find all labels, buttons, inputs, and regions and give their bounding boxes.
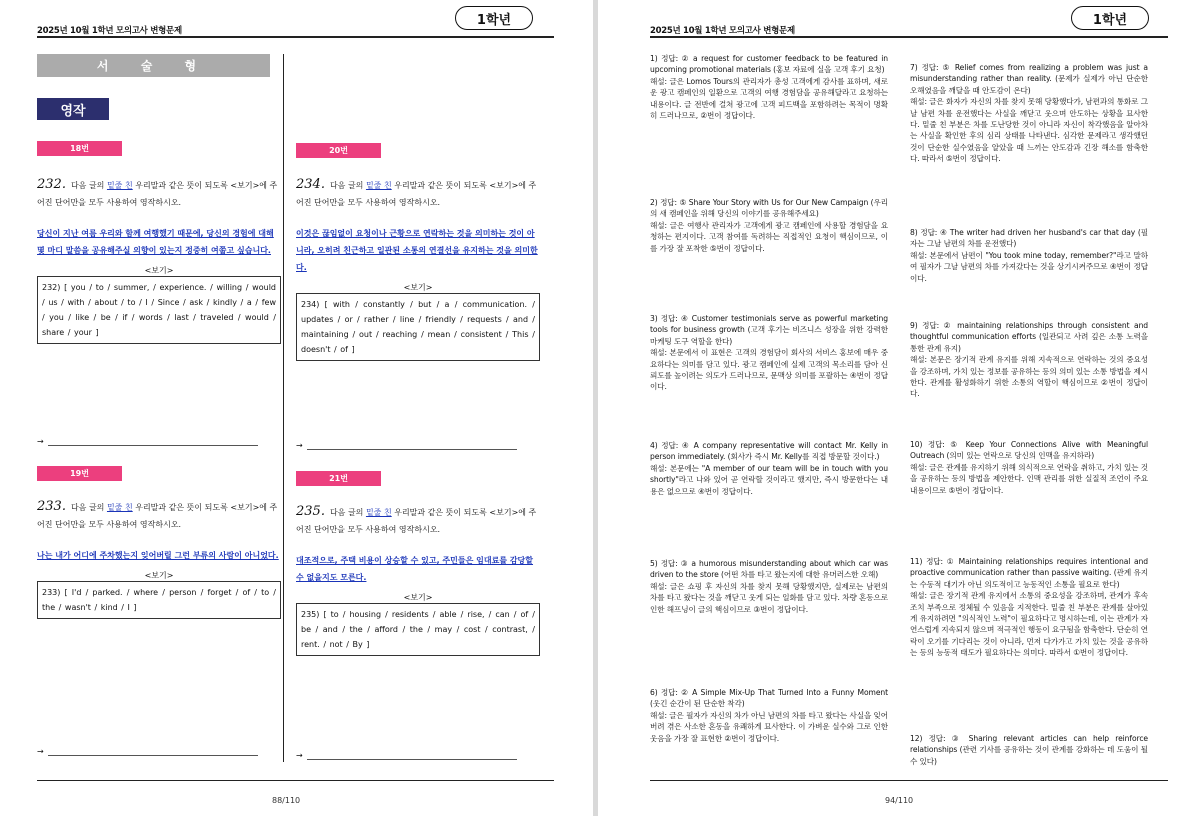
grade-badge: 1학년 <box>1071 6 1149 30</box>
answer-item: 9) 정답: ② maintaining relationships through consistent and thoughtful communication efforts (일관되고 사려 깊은 소통 노력을 통한 관계 유지) 해설: 본문은 장기적 관계 유지를 위해 지속적으로 연락하는 것의 중요성을 강조하며, 가치 있는 정보를 공유하는 등의 의미 있는 소통 방법을 제시한다. 관계를 활성화하기 위한 소통의 역할이 핵심이므로 ②번이 정답이다. <box>910 321 1148 399</box>
word-bank: 235) [ to / housing / residents / able / rise, / can / of / be / and / the / afford / the / may / cost / contrast, / rent. / not / By ] <box>296 603 540 656</box>
question-number: 232. <box>37 177 66 192</box>
question-number-pill: 18번 <box>37 141 122 156</box>
korean-sentence: 당신이 지난 여름 우리와 함께 여행했기 때문에, 당신의 경험에 대해 몇 마디 말씀을 공유해주실 의향이 있는지 정중히 여쭙고 싶습니다. <box>37 229 274 255</box>
question-instruction: 233. 다음 글의 밑줄 친 우리말과 같은 뜻이 되도록 <보기>에 주어진 단어만을 모두 사용하여 영작하시오. <box>37 499 278 529</box>
question-number: 233. <box>37 499 66 514</box>
question-234 <box>296 176 540 361</box>
question-232 <box>37 176 281 344</box>
korean-sentence: 나는 내가 어디에 주차했는지 잊어버릴 그런 부류의 사람이 아니었다. <box>37 551 279 560</box>
question-number-pill: 20번 <box>296 143 381 158</box>
answer-line[interactable]: → <box>37 436 258 446</box>
question-number-pill: 21번 <box>296 471 381 486</box>
word-bank: 234) [ with / constantly / but / a / communication. / updates / or / rather / line / friendly / requests / and / maintaining / out / reaching / mean / consistent / This / doesn't / of ] <box>296 293 540 361</box>
page-number: 88/110 <box>272 796 301 805</box>
question-235 <box>296 503 540 656</box>
header-title: 2025년 10월 1학년 모의고사 변형문제 <box>650 26 795 36</box>
section-banner: 서 술 형 <box>37 54 270 77</box>
answer-line[interactable]: → <box>296 750 517 760</box>
answer-item: 6) 정답: ② A Simple Mix-Up That Turned Into a Funny Moment (웃긴 순간이 된 단순한 착각) 해설: 글은 필자가 자신의 차가 아닌 남편의 차를 타고 왔다는 사실을 잊어버려 겪은 사소한 혼동을 유쾌하게 묘사한다. 이 가벼운 실수와 그로 인한 웃음을 가장 잘 표현한 ②번이 정답이다. <box>650 688 888 743</box>
header-rule <box>37 36 554 38</box>
answer-item: 12) 정답: ③ Sharing relevant articles can help reinforce relationships (관련 기사를 공유하는 것이 관계를 강화하는 데 도움이 될 수 있다) <box>910 734 1148 766</box>
answer-item: 2) 정답: ⑤ Share Your Story with Us for Our New Campaign (우리의 새 캠페인을 위해 당신의 이야기를 공유해주세요) 해설: 글은 여행사 관리자가 고객에게 광고 캠페인에 사용할 경험담을 요청하는 편지이다. 고객 참여를 독려하는 직접적인 요청이 핵심이므로, 이를 가장 잘 포착한 ⑤번이 정답이다. <box>650 198 888 253</box>
bogi-label: <보기> <box>144 571 174 580</box>
answer-item: 3) 정답: ④ Customer testimonials serve as powerful marketing tools for business growth (고객 후기는 비즈니스 성장을 위한 강력한 마케팅 도구 역할을 한다) 해설: 본문에서 이 표현은 고객의 경험담이 회사의 서비스 홍보에 매우 중요하다는 의미를 담고 있다. 광고 캠페인에 실제 고객의 목소리를 담아 신뢰도를 높이려는 의도가 드러나므로, 문맥상 의미를 포괄하는 ④번이 정답이다. <box>650 314 888 392</box>
answer-item: 1) 정답: ② a request for customer feedback to be featured in upcoming promotional materials (홍보 자료에 실을 고객 후기 요청) 해설: 글은 Lomos Tours의 관리자가 총성 고객에게 감사를 표하며, 새로운 광고 캠페인의 일환으로 고객의 여행 경험담을 공유해달라고 요청하는 내용이다. 글 전반에 걸쳐 광고에 고객 피드백을 포함하려는 목적이 명확히 드러나므로, ②번이 정답이다. <box>650 54 888 121</box>
question-number: 235. <box>296 504 325 519</box>
footer-rule <box>650 780 1168 781</box>
question-instruction: 232. 다음 글의 밑줄 친 우리말과 같은 뜻이 되도록 <보기>에 주어진 단어만을 모두 사용하여 영작하시오. <box>37 177 278 207</box>
korean-sentence: 대조적으로, 주택 비용이 상승할 수 있고, 주민들은 임대료를 감당할 수 없을지도 모른다. <box>296 556 534 582</box>
question-number: 234. <box>296 177 325 192</box>
answer-item: 8) 정답: ④ The writer had driven her husband's car that day (필자는 그날 남편의 차를 운전했다) 해설: 본문에서 남편이 "You took mine today, remember?"라고 말하여 필자가 그날 남편의 차를 가져갔다는 것을 상기시켜주므로 ④번이 정답이다. <box>910 228 1148 283</box>
footer-rule <box>37 780 554 781</box>
answer-line[interactable]: → <box>37 746 258 756</box>
question-number-pill: 19번 <box>37 466 122 481</box>
question-instruction: 234. 다음 글의 밑줄 친 우리말과 같은 뜻이 되도록 <보기>에 주어진 단어만을 모두 사용하여 영작하시오. <box>296 177 537 207</box>
answer-line[interactable]: → <box>296 440 517 450</box>
worksheet-page-left <box>0 0 593 816</box>
header-title: 2025년 10월 1학년 모의고사 변형문제 <box>37 26 182 36</box>
question-instruction: 235. 다음 글의 밑줄 친 우리말과 같은 뜻이 되도록 <보기>에 주어진 단어만을 모두 사용하여 영작하시오. <box>296 504 537 534</box>
page-number: 94/110 <box>885 796 914 805</box>
bogi-label: <보기> <box>144 266 174 275</box>
grade-badge: 1학년 <box>455 6 533 30</box>
word-bank: 233) [ I'd / parked. / where / person / forget / of / to / the / wasn't / kind / I ] <box>37 581 281 619</box>
column-divider <box>283 54 284 762</box>
answer-item: 10) 정답: ⑤ Keep Your Connections Alive with Meaningful Outreach (의미 있는 연락으로 당신의 인맥을 유지하라) 해설: 글은 관계를 유지하기 위해 의식적으로 연락을 취하고, 가치 있는 것을 공유하는 등의 방법을 제안한다. 인맥 관리를 위한 실질적 조언이 주요 내용이므로 ⑤번이 정답이다. <box>910 440 1148 495</box>
bogi-label: <보기> <box>403 283 433 292</box>
answer-key-page-right <box>598 0 1191 816</box>
answer-item: 7) 정답: ⑤ Relief comes from realizing a problem was just a misunderstanding rather than reality. (문제가 실제가 아닌 단순한 오해였음을 깨달을 때 안도감이 온다) 해설: 글은 화자가 자신의 차를 찾지 못해 당황했다가, 남편과의 통화로 그날 남편 차를 운전했다는 사실을 깨닫고 웃으며 안도하는 상황을 묘사한다. 밑줄 친 부분은 차를 도난당한 것이 아니라 자신이 착각했음을 알아차는 사실을 확인한 후의 심리 상태를 나타낸다. 심각한 문제라고 생각했던 것이 단순한 실수였음을 알았을 때 느끼는 안도감과 긴장 해소를 함축한다. 따라서 ⑤번이 정답이다. <box>910 63 1148 164</box>
korean-sentence: 이것은 끊임없이 요청이나 근황으로 연락하는 것을 의미하는 것이 아니라, 오히려 친근하고 일관된 소통의 연결선을 유지하는 것을 의미한다. <box>296 229 538 272</box>
word-bank: 232) [ you / to / summer, / experience. / willing / would / us / with / about / to / I / Since / ask / kindly / a / few / you / like / be / if / words / last / traveled / would / share / your ] <box>37 276 281 344</box>
header-rule <box>650 36 1168 38</box>
answer-item: 11) 정답: ① Maintaining relationships requires intentional and proactive communication rather than passive waiting. (관계 유지는 수동적 대기가 아닌 의도적이고 능동적인 소통을 필요로 한다) 해설: 글은 장기적 관계 유지에서 소통의 중요성을 강조하며, 관계가 후속 조치 부족으로 정체될 수 있음을 지적한다. 밑줄 친 부분은 관계를 살아있게 유지하려면 "의식적인 노력"이 필요하다고 명시하는데, 이는 관계가 자연스럽게 지속되지 않으며 적극적인 행동이 요구됨을 함축한다. 단순히 연락이 오기를 기다리는 것이 아니라, 먼저 다가가고 가치 있는 것을 공유하는 등의 능동적 태도가 필요하다는 의미다. 따라서 ①번이 정답이다. <box>910 557 1148 658</box>
subject-label: 영작 <box>37 98 109 120</box>
answer-item: 4) 정답: ④ A company representative will contact Mr. Kelly in person immediately. (회사가 즉시 Mr. Kelly를 직접 방문할 것이다.) 해설: 본문에는 "A member of our team will be in touch with you shortly"라고 나와 있어 곧 연락할 것이라고 했지만, 즉시 방문한다는 내용은 없으므로 ④번이 정답이다. <box>650 441 888 496</box>
answer-item: 5) 정답: ③ a humorous misunderstanding about which car was driven to the store (어떤 차를 타고 왔는지에 대한 유머러스한 오해) 해설: 글은 쇼핑 후 자신의 차를 찾지 못해 당황했지만, 실제로는 남편의 차를 타고 왔다는 것을 깨닫고 웃게 되는 일화를 담고 있다. 차량 혼동으로 인한 해프닝이 글의 핵심이므로 ③번이 정답이다. <box>650 559 888 614</box>
bogi-label: <보기> <box>403 593 433 602</box>
question-233 <box>37 498 281 619</box>
